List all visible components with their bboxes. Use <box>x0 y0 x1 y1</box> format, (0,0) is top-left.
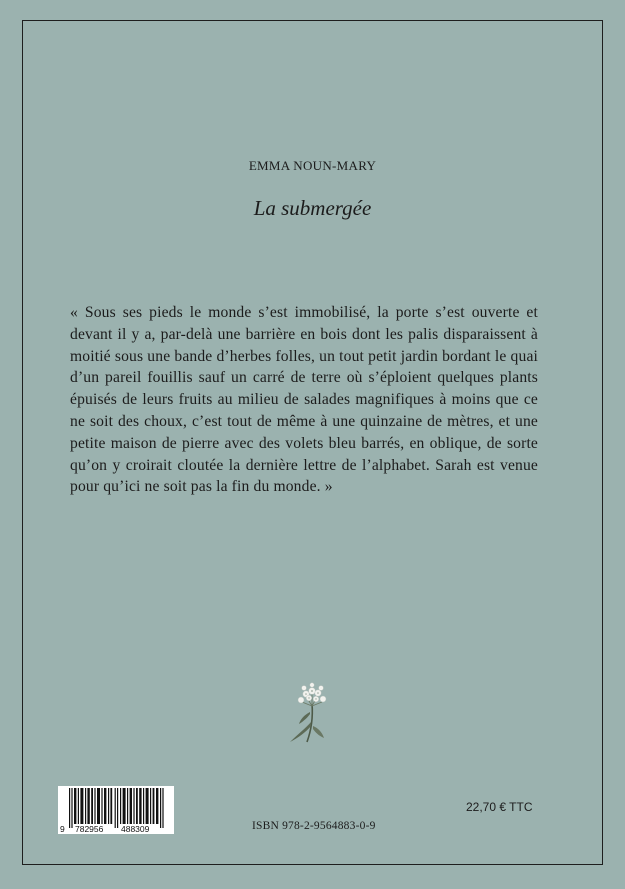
back-cover-blurb: « Sous ses pieds le monde s’est immobilisé, la porte s’est ouverte et devant il y a, par-delà une barrière en bois dont les palis disparaissent à moitié sous une bande d’herbes folles, un tout petit jardin bordant le quai d’un pareil fouillis sauf un carré de terre où s’éploient quelques plants épuisés de leurs fruits au milieu de salades magnifiques à moins que ce ne soit des choux, c’est tout de même à une quinzaine de mètres, et une petite maison de pierre avec des volets bleu barrés, en oblique, de sorte qu’on y croirait cloutée la dernière lettre de l’alphabet. Sarah est venue pour qu’ici ne soit pas la fin du monde. » <box>70 304 538 496</box>
barcode-lead-digit: 9 <box>60 824 65 834</box>
barcode-icon <box>58 786 174 834</box>
barcode-left-digits: 782956 <box>75 824 104 834</box>
barcode-right-digits: 488309 <box>121 824 150 834</box>
author-name: EMMA NOUN-MARY <box>248 158 377 173</box>
price-label: 22,70 € TTC <box>466 800 533 814</box>
isbn-number: ISBN 978-2-9564883-0-9 <box>252 820 376 832</box>
book-title: La submergée <box>253 196 372 220</box>
flower-sprig-icon <box>282 682 342 748</box>
